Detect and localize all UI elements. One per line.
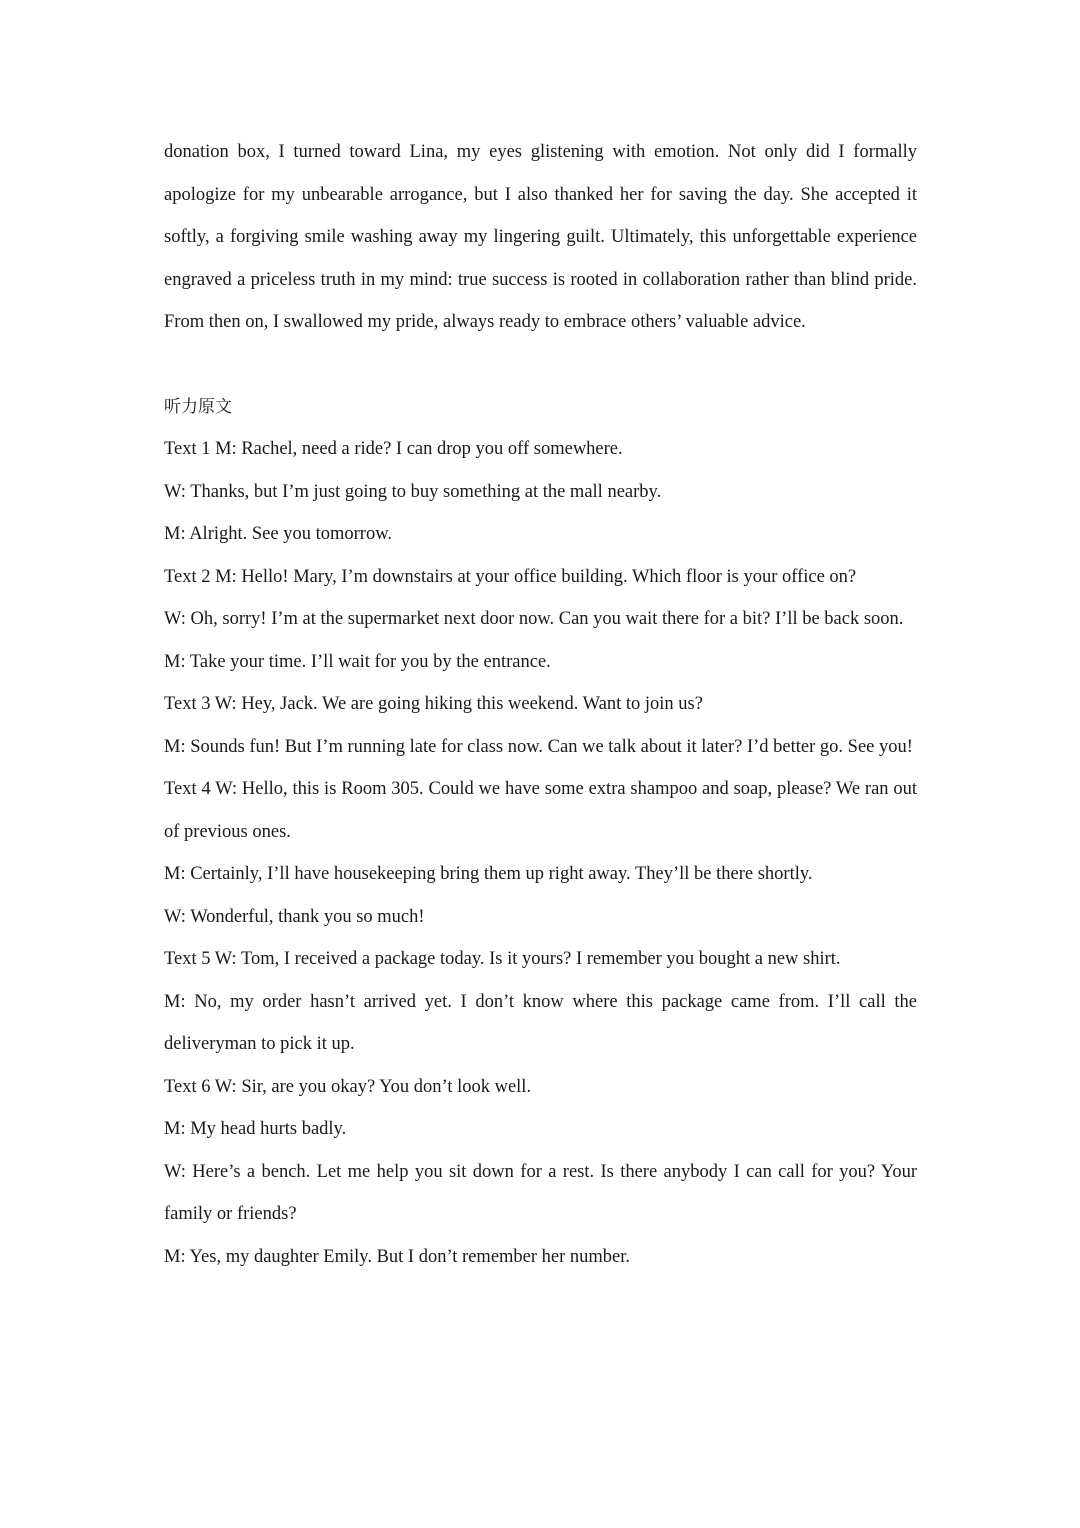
section-gap [164,344,917,386]
transcript-line: W: Wonderful, thank you so much! [164,906,425,927]
document-page [164,131,917,1278]
transcript-line: Text 3 W: Hey, Jack. We are going hiking this weekend. Want to join us? [164,694,703,714]
transcript-line: M: Alright. See you tomorrow. [164,524,392,544]
transcript-line: Text 4 W: Hello, this is Room 305. Could we have some extra shampoo and soap, please? We ran out of previous ones. [164,779,917,842]
essay-paragraph: donation box, I turned toward Lina, my eyes glistening with emotion. Not only did I formally apologize for my unbearable arrogance, but I also thanked her for saving the day. She accepted it softly, a forgiving smile washing away my lingering guilt. Ultimately, this unforgettable experience engraved a priceless truth in my mind: true success is rooted in collaboration rather than blind pride. From then on, I swallowed my pride, always ready to embrace others’ valuable advice. [164,142,917,332]
transcript-line: M: Take your time. I’ll wait for you by the entrance. [164,651,551,672]
transcript-heading: 听力原文 [164,396,232,417]
transcript-line: W: Oh, sorry! I’m at the supermarket next door now. Can you wait there for a bit? I’ll be back soon. [164,609,904,629]
transcript-line: Text 6 W: Sir, are you okay? You don’t look well. [164,1076,532,1097]
transcript-lines [164,428,917,1278]
transcript-line: M: Sounds fun! But I’m running late for class now. Can we talk about it later? I’d better go. See you! [164,736,913,757]
transcript-line: M: My head hurts badly. [164,1119,347,1139]
transcript-line: W: Thanks, but I’m just going to buy something at the mall nearby. [164,481,662,502]
transcript-line: M: No, my order hasn’t arrived yet. I don’t know where this package came from. I’ll call the deliveryman to pick it up. [164,991,917,1054]
transcript-line: W: Here’s a bench. Let me help you sit down for a rest. Is there anybody I can call for you? Your family or friends? [164,1161,917,1224]
transcript-line: Text 2 M: Hello! Mary, I’m downstairs at your office building. Which floor is your office on? [164,566,857,587]
transcript-line: Text 5 W: Tom, I received a package today. Is it yours? I remember you bought a new shirt. [164,949,841,969]
transcript-line: M: Certainly, I’ll have housekeeping bring them up right away. They’ll be there shortly. [164,864,813,884]
transcript-line: M: Yes, my daughter Emily. But I don’t remember her number. [164,1246,631,1267]
transcript-line: Text 1 M: Rachel, need a ride? I can drop you off somewhere. [164,439,623,459]
